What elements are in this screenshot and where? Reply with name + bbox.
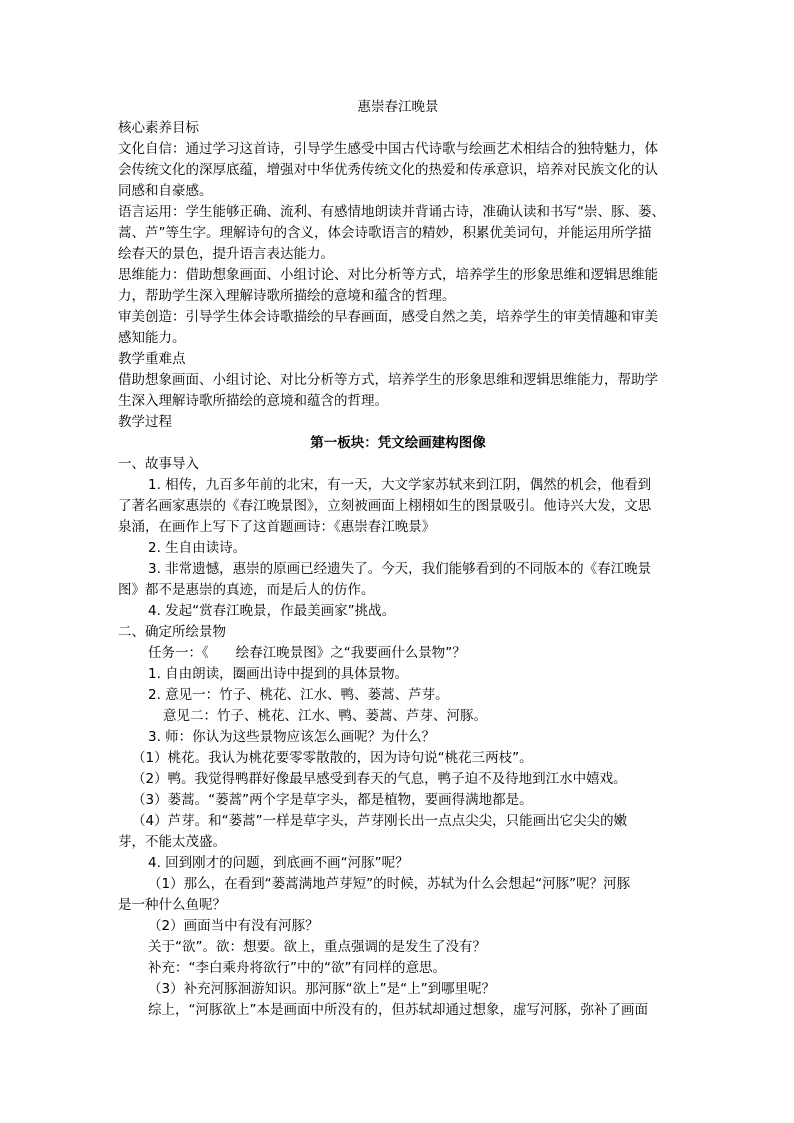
subsection-heading: 二、确定所绘景物 <box>118 624 226 640</box>
paragraph-line: 语言运用：学生能够正确、流利、有感情地朗读并背诵古诗，准确认读和书写“崇、豚、蒌、 <box>118 204 665 220</box>
paragraph-line: 蒿、芦”等生字。理解诗句的含义，体会诗歌语言的精妙，积累优美词句，并能运用所学描 <box>118 225 652 241</box>
paragraph-line: 意见二：竹子、桃花、江水、鸭、蒌蒿、芦芽、河豚。 <box>163 708 487 724</box>
paragraph-line: 同感和自豪感。 <box>118 183 213 199</box>
paragraph-line: 1. 相传，九百多年前的北宋，有一天，大文学家苏轼来到江阴，偶然的机会，他看到 <box>148 477 652 493</box>
paragraph-line: （2）鸭。我觉得鸭群好像最早感受到春天的气息，鸭子迫不及待地到江水中嬉戏。 <box>132 771 627 787</box>
paragraph-line: 生深入理解诗歌所描绘的意境和蕴含的哲理。 <box>118 393 388 409</box>
section-heading: 核心素养目标 <box>118 120 199 136</box>
paragraph-line: 感知能力。 <box>118 330 186 346</box>
paragraph-line: 1. 自由朗读，圈画出诗中提到的具体景物。 <box>148 666 409 682</box>
task-line: 任务一：《 绘春江晚景图》之“我要画什么景物”？ <box>148 645 466 661</box>
paragraph-line: 4. 发起“赏春江晚景，作最美画家”挑战。 <box>148 603 396 619</box>
paragraph-line: 思维能力：借助想象画面、小组讨论、对比分析等方式，培养学生的形象思维和逻辑思维能 <box>118 267 658 283</box>
paragraph-line: 文化自信：通过学习这首诗，引导学生感受中国古代诗歌与绘画艺术相结合的独特魅力，体 <box>118 141 658 157</box>
paragraph-line: 力，帮助学生深入理解诗歌所描绘的意境和蕴含的哲理。 <box>118 288 456 304</box>
paragraph-line: 借助想象画面、小组讨论、对比分析等方式，培养学生的形象思维和逻辑思维能力，帮助学 <box>118 372 658 388</box>
paragraph-line: 审美创造：引导学生体会诗歌描绘的早春画面，感受自然之美，培养学生的审美情趣和审美 <box>118 309 658 325</box>
paragraph-line: （1）桃花。我认为桃花要零零散散的，因为诗句说“桃花三两枝”。 <box>132 750 533 766</box>
document-body <box>118 97 678 1021</box>
paragraph-line: （2）画面当中有没有河豚？ <box>148 918 319 934</box>
document-title: 惠崇春江晚景 <box>357 99 439 115</box>
paragraph-line: 图》都不是惠崇的真迹，而是后人的仿作。 <box>118 582 375 598</box>
paragraph-line: （4）芦芽。和“蒌蒿”一样是草字头，芦芽刚长出一点点尖尖，只能画出它尖尖的嫩 <box>132 813 628 829</box>
paragraph-line: 综上，“河豚欲上”本是画面中所没有的，但苏轼却通过想象，虚写河豚，弥补了画面 <box>148 1002 648 1018</box>
section-heading: 教学重难点 <box>118 351 186 367</box>
subsection-heading: 一、故事导入 <box>118 456 199 472</box>
paragraph-line: 关于“欲”。欲：想要。欲上，重点强调的是发生了没有？ <box>148 939 486 955</box>
block-heading: 第一板块：凭文绘画建构图像 <box>310 435 486 451</box>
paragraph-line: （3）补充河豚洄游知识。那河豚“欲上”是“上”到哪里呢？ <box>148 981 496 997</box>
paragraph-line: 泉涌，在画作上写下了这首题画诗：《惠崇春江晚景》 <box>118 519 436 535</box>
paragraph-line: 是一种什么鱼呢？ <box>118 897 226 913</box>
paragraph-line: （1）那么，在看到“蒌蒿满地芦芽短”的时候，苏轼为什么会想起“河豚”呢？河豚 <box>148 876 631 892</box>
paragraph-line: 3. 非常遗憾，惠崇的原画已经遗失了。今天，我们能够看到的不同版本的《春江晚景 <box>148 561 652 577</box>
paragraph-line: 绘春天的景色，提升语言表达能力。 <box>118 246 334 262</box>
paragraph-line: （3）蒌蒿。“蒌蒿”两个字是草字头，都是植物，要画得满地都是。 <box>132 792 533 808</box>
section-heading: 教学过程 <box>118 414 172 430</box>
paragraph-line: 4. 回到刚才的问题，到底画不画“河豚”呢？ <box>148 855 409 871</box>
paragraph-line: 2. 生自由读诗。 <box>148 540 247 556</box>
paragraph-line: 了著名画家惠崇的《春江晚景图》，立刻被画面上栩栩如生的图景吸引。他诗兴大发，文思 <box>118 498 652 514</box>
paragraph-line: 会传统文化的深厚底蕴，增强对中华优秀传统文化的热爱和传承意识，培养对民族文化的认 <box>118 162 658 178</box>
paragraph-line: 补充：“李白乘舟将欲行”中的“欲”有同样的意思。 <box>148 960 446 976</box>
paragraph-line: 芽，不能太茂盛。 <box>118 834 226 850</box>
paragraph-line: 2. 意见一：竹子、桃花、江水、鸭、蒌蒿、芦芽。 <box>148 687 449 703</box>
paragraph-line: 3. 师：你认为这些景物应该怎么画呢？为什么？ <box>148 729 436 745</box>
